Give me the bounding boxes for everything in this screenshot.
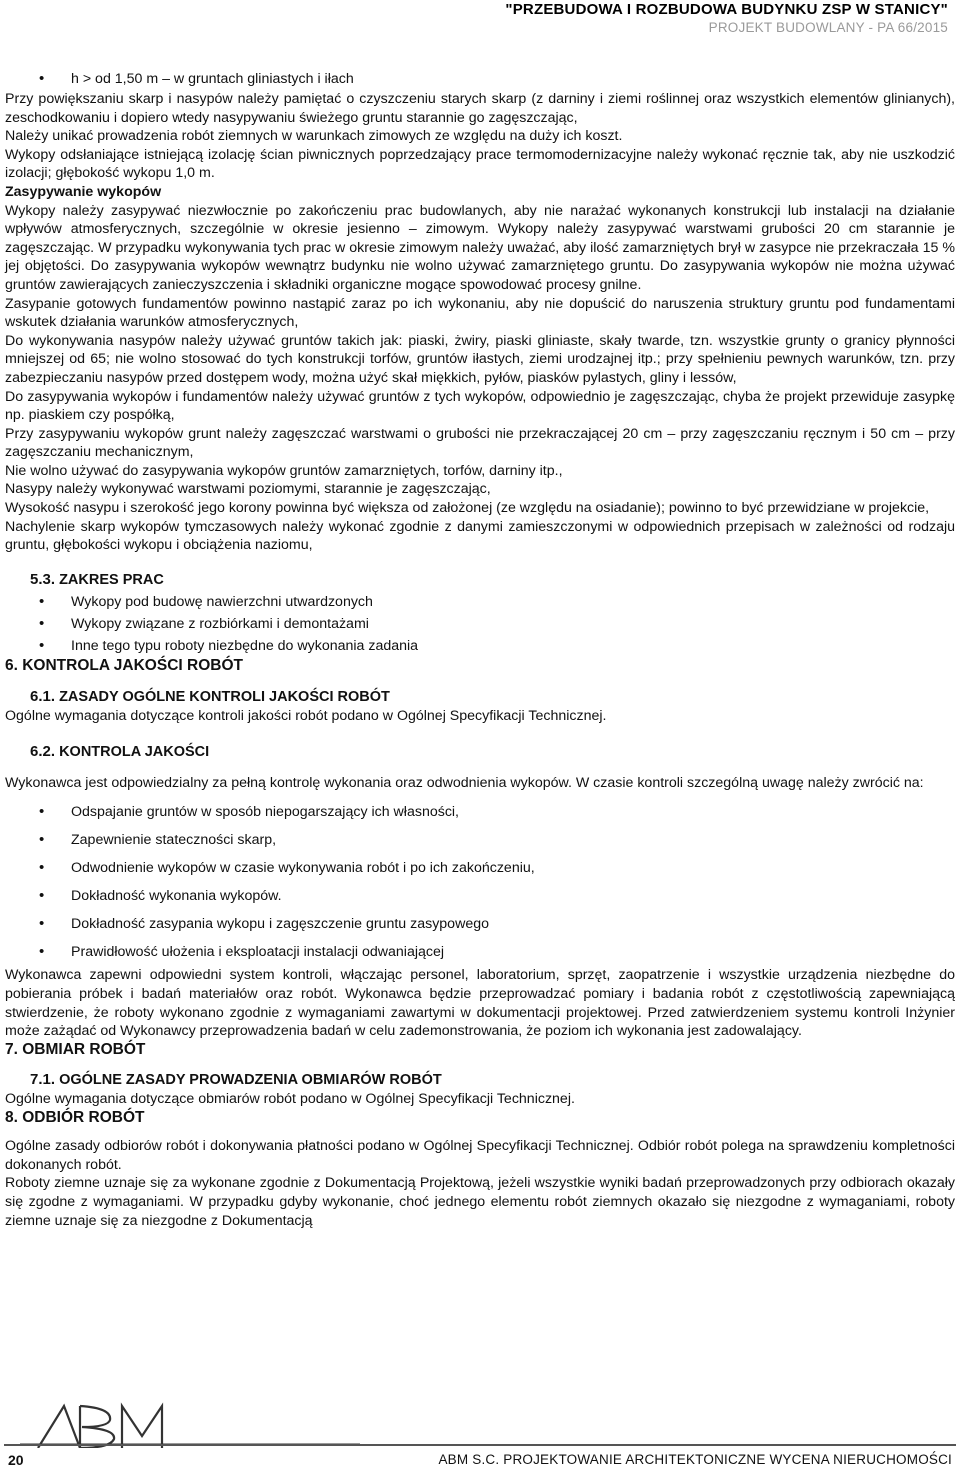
section-number: 6.1.	[30, 688, 56, 706]
list-item: • h > od 1,50 m – w gruntach gliniastych i iłach	[5, 68, 955, 90]
section-heading-7-1	[5, 1071, 955, 1090]
paragraph: Ogólne zasady odbiorów robót i dokonywania płatności podano w Ogólnej Specyfikacji Technicznej. Odbiór robót polega na sprawdzeniu kompletności dokonanych robót.	[5, 1138, 955, 1173]
paragraph: Do wykonywania nasypów należy używać gruntów takich jak: piaski, żwiry, piaski gliniaste, skały twarde, tzn. wszystkie grunty o granicy płynności mniejszej od 65; nie wolno stosować do tych konstrukcji torfów, gruntów iłastych, ziemi urodzajnej itp.; przy spełnieniu pewnych warunków, tzn. przy zabezpieczaniu nasypów przed dostępem wody, można użyć skał miękkich, pyłów, piasków pylastych, gliny i lessów,	[5, 332, 955, 386]
document-title: "PRZEBUDOWA I ROZBUDOWA BUDYNKU ZSP W STANICY"	[505, 1, 948, 18]
section-heading-6: 6. KONTROLA JAKOŚCI ROBÓT	[5, 657, 243, 675]
footer-company: ABM S.C. PROJEKTOWANIE ARCHITEKTONICZNE WYCENA NIERUCHOMOŚCI	[438, 1452, 952, 1467]
list-item: • Prawidłowość ułożenia i eksploatacji instalacji odwaniającej	[5, 938, 955, 966]
section-heading-6-2	[5, 743, 955, 762]
intro-list	[5, 68, 955, 90]
logo-letter-m	[122, 1406, 162, 1448]
section-heading-7: 7. OBMIAR ROBÓT	[5, 1040, 146, 1058]
paragraph: Przy powiększaniu skarp i nasypów należy pamiętać o czyszczeniu starych skarp (z darniny i ziemi roślinnej oraz wszystkich elementów glinianych), zeschodkowaniu i dopiero wtedy nasypywaniu świeżego gruntu starannie go zagęszczając,	[5, 91, 955, 126]
list-item: • Wykopy związane z rozbiórkami i demontażami	[5, 613, 955, 635]
paragraph: Nie wolno używać do zasypywania wykopów gruntów zamarzniętych, torfów, darniny itp.,	[5, 462, 563, 479]
paragraph: Roboty ziemne uznaje się za wykonane zgodnie z Dokumentacją Projektową, jeżeli wszystkie wyniki badań przeprowadzonych przy odbiorach okazały się zgodne z wymaganiami. W przypadku gdyby wykonanie, choć jednego elementu robót ziemnych okazało się niezgodne z wymaganiami, roboty ziemne uznaje się za niezgodne z Dokumentacją	[5, 1175, 955, 1229]
page-header	[505, 0, 948, 36]
paragraph: Wykonawca zapewni odpowiedni system kontroli, włączając personel, laboratorium, sprzęt, zaopatrzenie i wszystkie urządzenia niezbędne do pobierania próbek i badań materiałów oraz robót. Wykonawca będzie przeprowadzać pomiary i badania robót z częstotliwością zapewniającą stwierdzenie, że roboty wykonano zgodnie z wymaganiami zawartymi w dokumentacji projektowej. Przed zatwierdzeniem systemu kontroli Inżynier może zażądać od Wykonawcy przeprowadzenia badań w celu zademonstrowania, że poziom ich wykonania jest zadowalający.	[5, 967, 955, 1040]
document-subtitle: PROJEKT BUDOWLANY - PA 66/2015	[708, 20, 948, 35]
section-title: ZAKRES PRAC	[59, 571, 164, 588]
kontrola-list	[5, 798, 955, 966]
section-number: 7.1.	[30, 1071, 56, 1089]
list-item: • Dokładność wykonania wykopów.	[5, 882, 955, 910]
section-heading-6-1	[5, 688, 955, 707]
list-item: • Inne tego typu roboty niezbędne do wykonania zadania	[5, 635, 955, 657]
paragraph: Należy unikać prowadzenia robót ziemnych w warunkach zimowych ze względu na duży ich koszt.	[5, 128, 623, 145]
logo-letter-b	[80, 1406, 114, 1448]
document-body	[5, 68, 955, 1230]
paragraph: Wykonawca jest odpowiedzialny za pełną kontrolę wykonania oraz odwodnienia wykopów. W czasie kontroli szczególną uwagę należy zwrócić na:	[5, 774, 924, 791]
section-number: 5.3.	[30, 570, 56, 588]
page-number: 20	[8, 1452, 24, 1468]
footer-rule	[4, 1444, 956, 1446]
section-title: OGÓLNE ZASADY PROWADZENIA OBMIARÓW ROBÓT	[59, 1072, 442, 1089]
paragraph: Wysokość nasypu i szerokość jego korony powinna być większa od założonej (ze względu na osiadanie); powinno to być przewidziane w projekcie,	[5, 500, 930, 517]
paragraph: Ogólne wymagania dotyczące obmiarów robót podano w Ogólnej Specyfikacji Technicznej.	[5, 1090, 575, 1107]
section-number: 6.2.	[30, 743, 56, 761]
list-item: • Zapewnienie stateczności skarp,	[5, 826, 955, 854]
subheading-zasypywanie: Zasypywanie wykopów	[5, 183, 162, 200]
section-title: KONTROLA JAKOŚCI	[59, 744, 210, 761]
list-item: • Odspajanie gruntów w sposób niepogarszający ich własności,	[5, 798, 955, 826]
paragraph: Nasypy należy wykonywać warstwami poziomymi, starannie je zagęszczając,	[5, 481, 491, 498]
list-item: • Dokładność zasypania wykopu i zagęszczenie gruntu zasypowego	[5, 910, 955, 938]
paragraph: Wykopy odsłaniające istniejącą izolację ścian piwnicznych poprzedzający prace termomodernizacyjne należy wykonać ręcznie tak, aby nie uszkodzić izolacji; głębokość wykopu 1,0 m.	[5, 146, 955, 182]
list-item: • Odwodnienie wykopów w czasie wykonywania robót i po ich zakończeniu,	[5, 854, 955, 882]
section-title: ZASADY OGÓLNE KONTROLI JAKOŚCI ROBÓT	[59, 689, 390, 706]
section-heading-8: 8. ODBIÓR ROBÓT	[5, 1108, 145, 1126]
section-heading-5-3	[5, 571, 955, 590]
paragraph: Przy zasypywaniu wykopów grunt należy zagęszczać warstwami o grubości nie przekraczającej 20 cm – przy zagęszczaniu ręcznym i 50 cm – przy zagęszczaniu mechanicznym,	[5, 425, 955, 461]
paragraph: Ogólne wymagania dotyczące kontroli jakości robót podano w Ogólnej Specyfikacji Technicznej.	[5, 707, 607, 724]
paragraph: Nachylenie skarp wykopów tymczasowych należy wykonać zgodnie z danymi zamieszczonymi w odpowiednich przepisach w zależności od rodzaju gruntu, głębokości wykopu i obciążenia naziomu,	[5, 518, 955, 554]
logo-letter-a	[38, 1406, 80, 1448]
list-item: • Wykopy pod budowę nawierzchni utwardzonych	[5, 591, 955, 613]
paragraph: Zasypanie gotowych fundamentów powinno nastąpić zaraz po ich wykonaniu, aby nie dopuścić do naruszenia struktury gruntu pod fundamentami wskutek działania warunków atmosferycznych,	[5, 295, 955, 331]
zakres-list	[5, 591, 955, 657]
abm-logo	[20, 1402, 360, 1448]
paragraph: Wykopy należy zasypywać niezwłocznie po zakończeniu prac budowlanych, aby nie narażać wykonanych konstrukcji lub instalacji na działanie wpływów atmosferycznych, szczególnie w okresie jesienno – zimowym. Wykopy należy zasypywać warstwami grubości 20 cm starannie je zagęszczając. W przypadku wykonywania tych prac w okresie zimowym należy uważać, aby ilość zamarzniętych brył w zasypce nie przekraczała 15 % jej objętości. Do zasypywania wykopów wewnątrz budynku nie wolno używać zamarzniętego gruntu. Do zasypywania wykopów nie można używać gruntów zawierających zanieczyszczenia i składniki organiczne mogące spowodować procesy gnilne.	[5, 202, 955, 293]
paragraph: Do zasypywania wykopów i fundamentów należy używać gruntów z tych wykopów, odpowiednio je zagęszczając, chyba że projekt przewiduje zasypkę np. piaskiem czy pospółką,	[5, 388, 955, 424]
